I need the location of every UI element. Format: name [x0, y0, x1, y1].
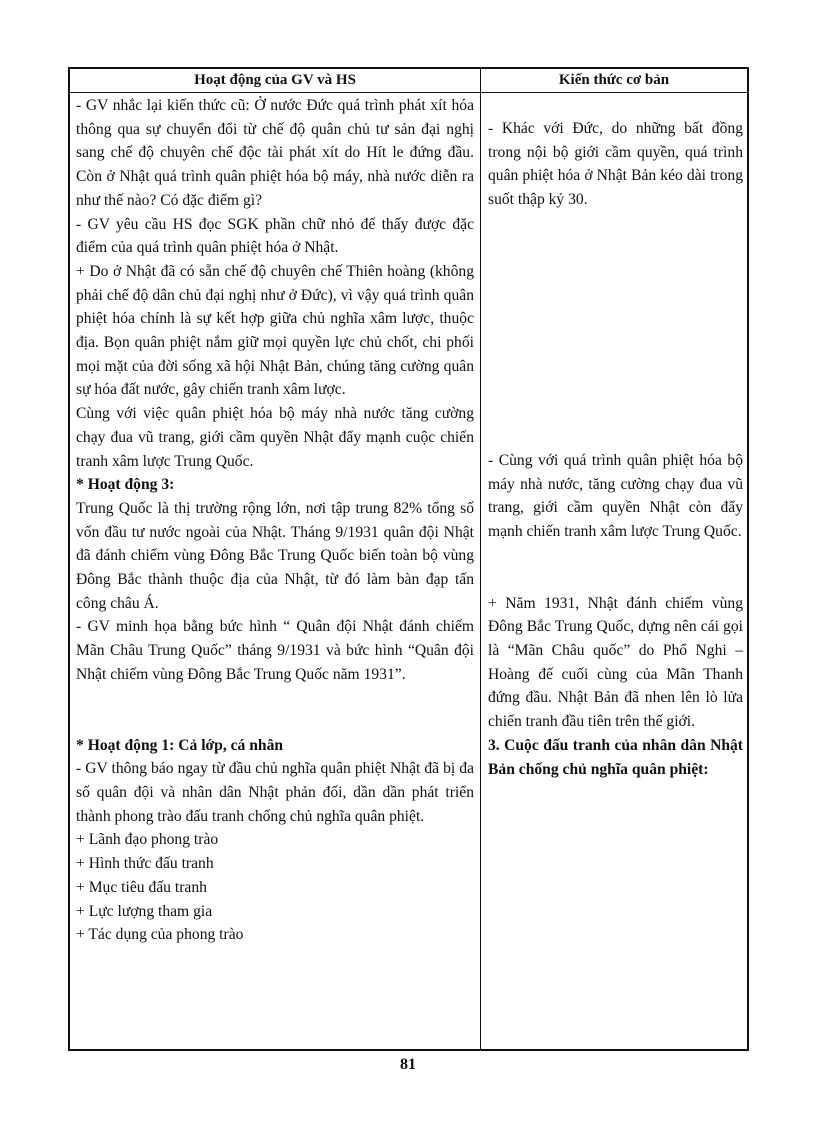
left-paragraph: - GV thông báo ngay từ đầu chủ nghĩa quân phiệt Nhật đã bị đa số quân đội và nhân dân Nhật phản đối, dần dần phát triển thành phong trào đấu tranh chống chủ nghĩa quân phiệt.	[76, 760, 474, 825]
left-paragraph: + Do ở Nhật đã có sẵn chế độ chuyên chế Thiên hoàng (không phải chế độ dân chủ đại nghị như ở Đức), vì vậy quá trình quân phiệt hóa chính là sự kết hợp giữa chủ nghĩa xâm lược, thuộc địa. Bọn quân phiệt nắm giữ mọi quyền lực chủ chốt, chi phối mọi mặt của đời sống xã hội Nhật Bản, chúng tăng cường quân sự hóa đất nước, gây chiến tranh xâm lược.	[76, 262, 474, 399]
left-paragraph: - GV minh họa bằng bức hình “ Quân đội Nhật đánh chiếm Mãn Châu Trung Quốc” tháng 9/1931 và bức hình “Quân đội Nhật chiếm vùng Đông Bắc Trung Quốc năm 1931”.	[76, 618, 474, 683]
left-paragraph: - GV nhắc lại kiến thức cũ: Ở nước Đức quá trình phát xít hóa thông qua sự chuyển đổi từ chế độ quân chủ tư sản đại nghị sang chế độ chuyên chế độc tài phát xít do Hít le đứng đầu. Còn ở Nhật quá trình quân phiệt hóa bộ máy, nhà nước diễn ra như thế nào? Có đặc điểm gì?	[76, 97, 474, 209]
left-column	[76, 94, 474, 947]
content-table	[68, 67, 749, 1051]
left-paragraph: Cùng với việc quân phiệt hóa bộ máy nhà nước tăng cường chạy đua vũ trang, giới cầm quyền Nhật đẩy mạnh cuộc chiến tranh xâm lược Trung Quốc.	[76, 405, 474, 470]
section-heading: 3. Cuộc đấu tranh của nhân dân Nhật Bản chống chủ nghĩa quân phiệt:	[488, 736, 743, 778]
activity-heading: * Hoạt động 3:	[76, 476, 175, 494]
page-number: 81	[400, 1056, 416, 1073]
right-paragraph: - Khác với Đức, do những bất đồng trong nội bộ giới cầm quyền, quá trình quân phiệt hóa ở Nhật Bản kéo dài trong suốt thập kỷ 30.	[488, 120, 743, 209]
right-paragraph: + Năm 1931, Nhật đánh chiếm vùng Đông Bắc Trung Quốc, dựng nên cái gọi là “Mãn Châu quốc” do Phổ Nghi – Hoàng đế cuối cùng của Mãn Thanh đứng đầu. Nhật Bản đã nhen lên lò lửa chiến tranh đầu tiên trên thế giới.	[488, 594, 743, 731]
right-paragraph: - Cùng với quá trình quân phiệt hóa bộ máy nhà nước, tăng cường chạy đua vũ trang, giới cầm quyền Nhật còn đẩy mạnh chiến tranh xâm lược Trung Quốc.	[488, 451, 743, 540]
activity-heading: * Hoạt động 1: Cả lớp, cá nhân	[76, 736, 284, 754]
left-paragraph: Trung Quốc là thị trường rộng lớn, nơi tập trung 82% tổng số vốn đầu tư nước ngoài của Nhật. Tháng 9/1931 quân đội Nhật đã đánh chiếm vùng Đông Bắc Trung Quốc biến toàn bộ vùng Đông Bắc thành thuộc địa của Nhật, từ đó làm bàn đạp tấn công châu Á.	[76, 499, 474, 612]
header-right: Kiến thức cơ bản	[558, 72, 670, 88]
list-item: + Mục tiêu đấu tranh	[76, 878, 207, 896]
list-item: + Tác dụng của phong trào	[76, 926, 244, 944]
list-item: + Hình thức đấu tranh	[76, 855, 214, 873]
list-item: + Lãnh đạo phong trào	[76, 831, 219, 849]
header-divider	[70, 92, 747, 93]
header-left: Hoạt động của GV và HS	[194, 72, 356, 88]
column-divider	[480, 69, 481, 1049]
list-item: + Lực lượng tham gia	[76, 902, 213, 920]
left-paragraph: - GV yêu cầu HS đọc SGK phần chữ nhỏ để thấy được đặc điểm của quá trình quân phiệt hóa ở Nhật.	[76, 215, 474, 257]
right-column	[488, 117, 743, 781]
